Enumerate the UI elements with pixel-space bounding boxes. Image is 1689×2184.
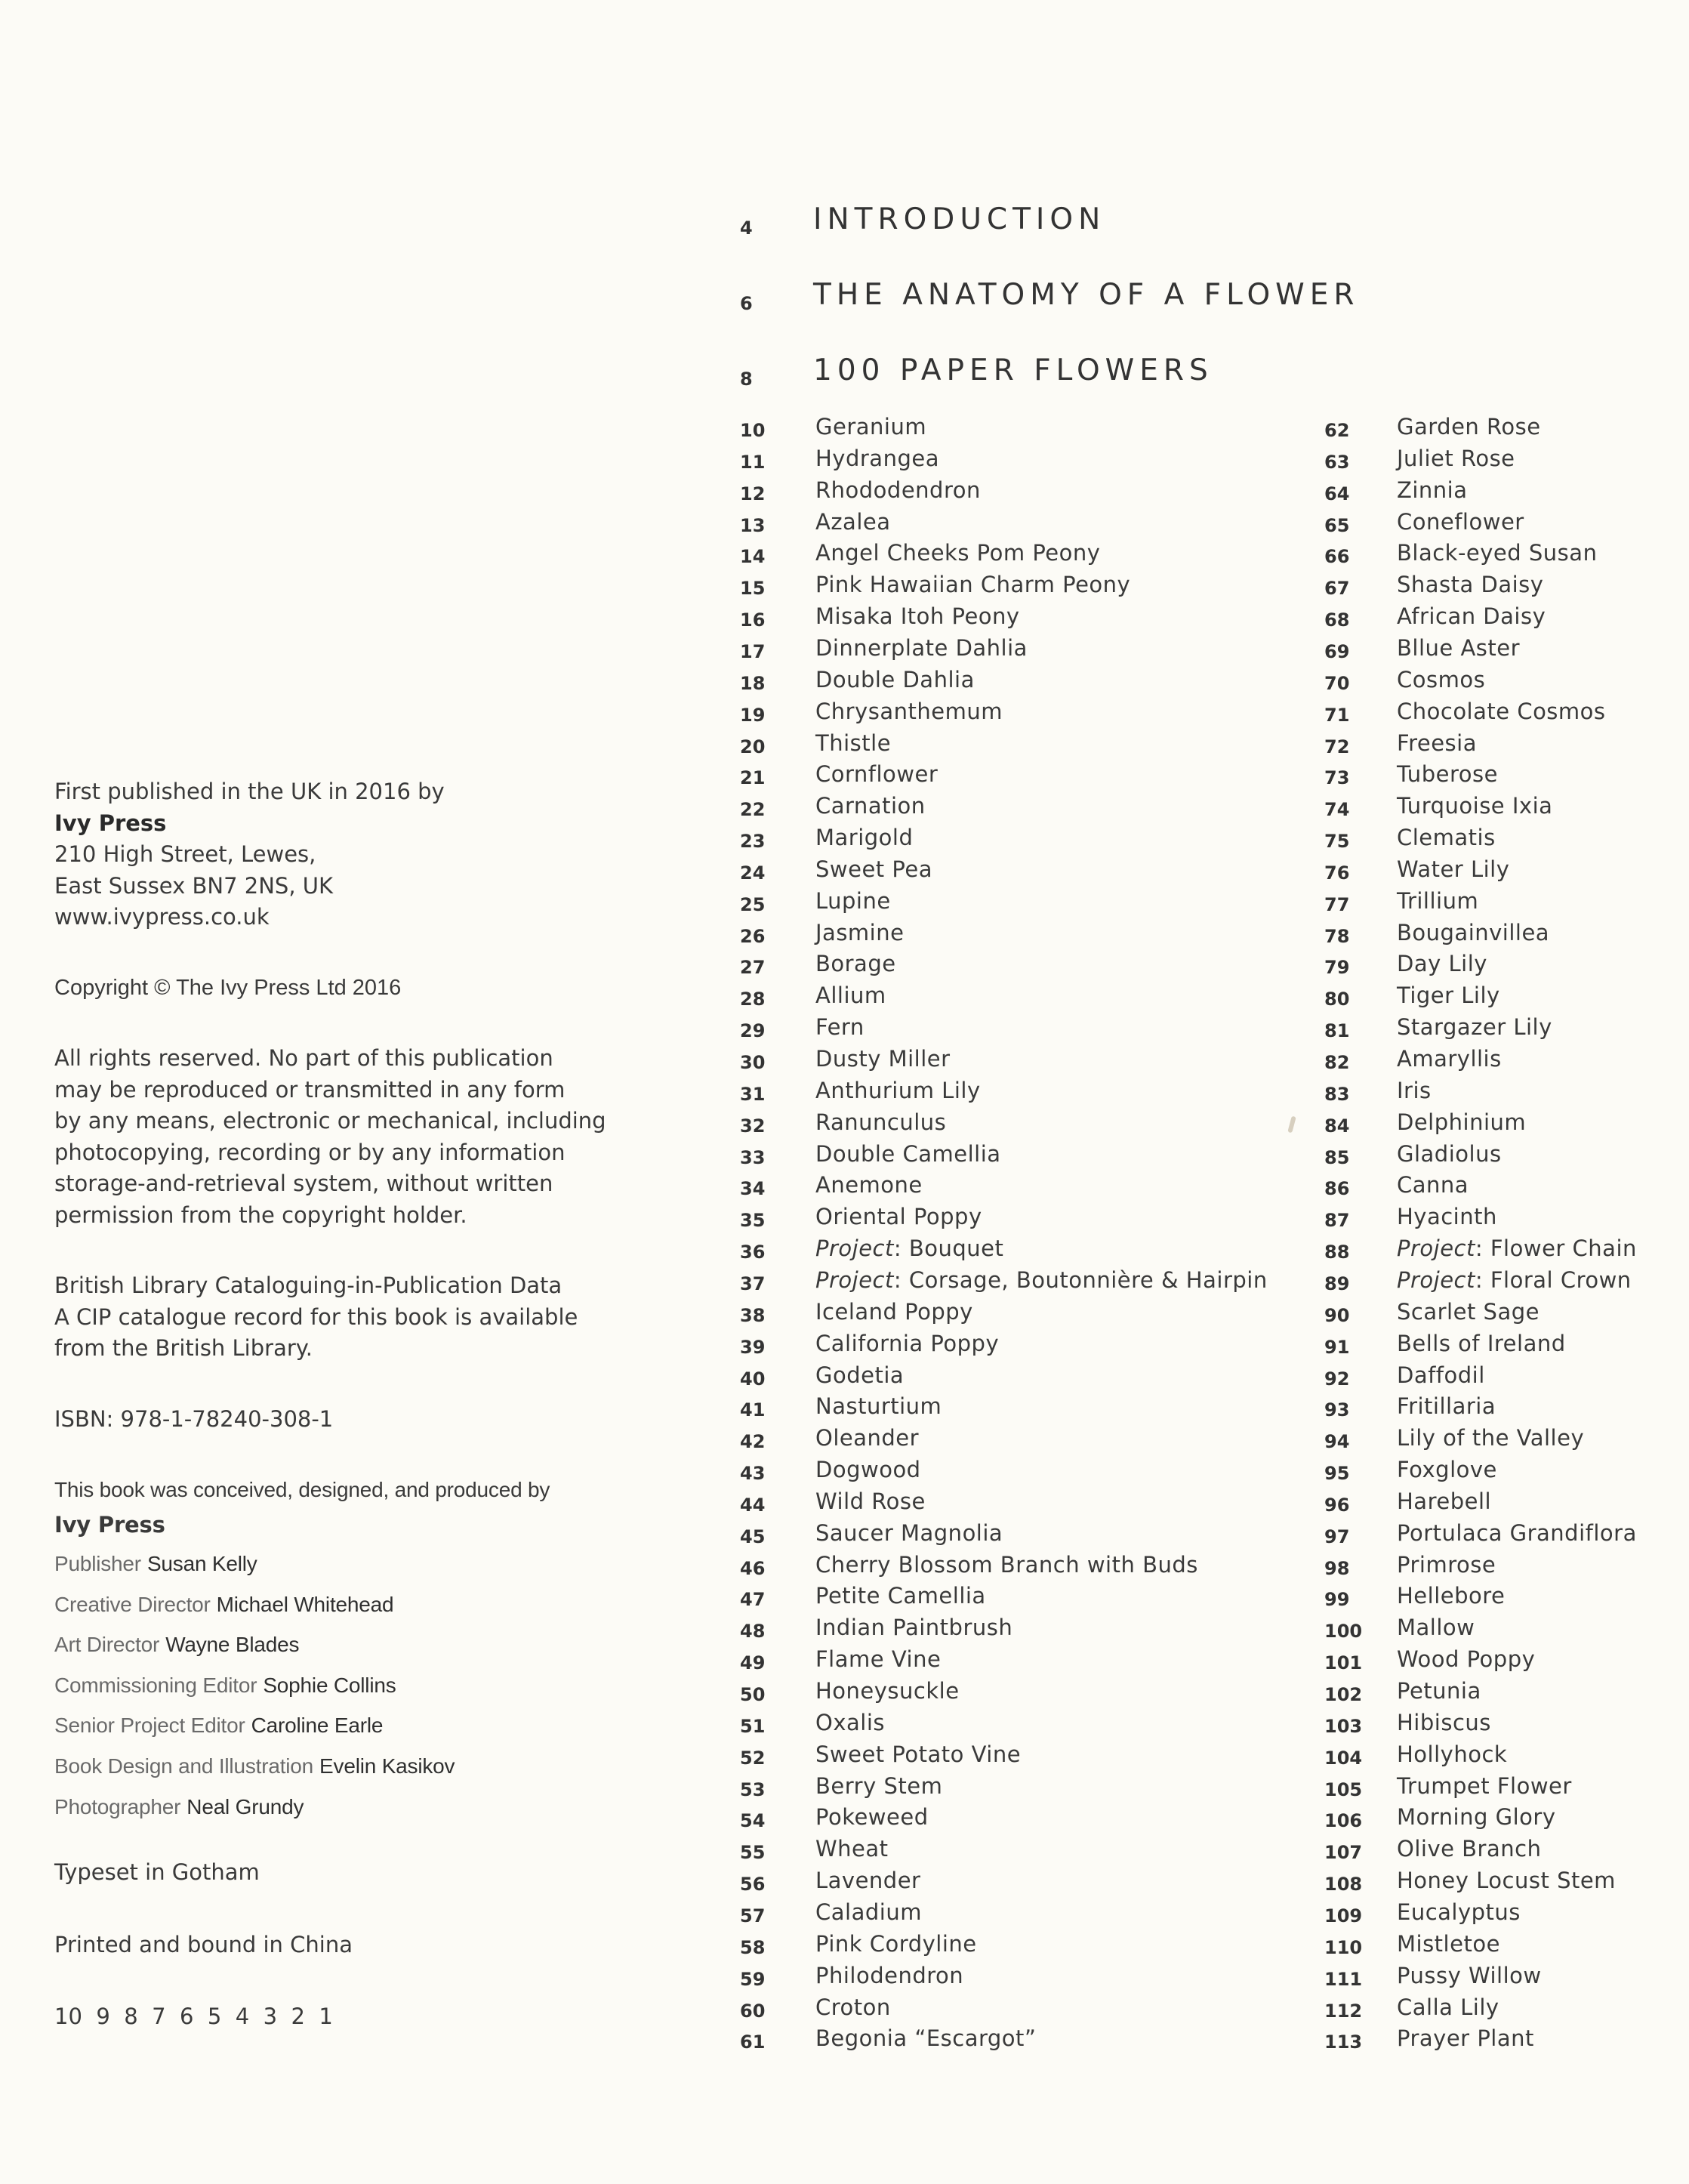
toc-entry-title: Dogwood bbox=[815, 1457, 921, 1483]
toc-page-number: 58 bbox=[740, 1936, 766, 1958]
toc-page-number: 56 bbox=[740, 1874, 766, 1896]
toc-entry-title: Hibiscus bbox=[1397, 1709, 1491, 1735]
toc-entry-title: Shasta Daisy bbox=[1397, 572, 1544, 598]
toc-page-number: 35 bbox=[740, 1210, 766, 1232]
toc-entry-title: Hyacinth bbox=[1397, 1204, 1497, 1230]
toc-entry-title: Foxglove bbox=[1397, 1457, 1497, 1483]
toc-entry-title: Eucalyptus bbox=[1397, 1899, 1521, 1925]
toc-entry-title: Coneflower bbox=[1397, 508, 1524, 535]
toc-entry-title: Calla Lily bbox=[1397, 1994, 1499, 2020]
address-line-2: East Sussex BN7 2NS, UK bbox=[54, 872, 333, 899]
toc-page-number: 104 bbox=[1324, 1747, 1363, 1769]
toc-page-number: 71 bbox=[1324, 704, 1350, 726]
project-title: : Floral Crown bbox=[1475, 1266, 1632, 1293]
toc-entry-title: Petite Camellia bbox=[815, 1583, 986, 1609]
credit-name: Susan Kelly bbox=[146, 1552, 257, 1575]
toc-entry-title: Dusty Miller bbox=[815, 1046, 951, 1072]
credit-row bbox=[54, 1705, 658, 1746]
toc-page-number: 82 bbox=[1324, 1052, 1350, 1073]
section-title: INTRODUCTION bbox=[813, 202, 1106, 236]
cip-line: British Library Cataloguing-in-Publication Data bbox=[54, 1272, 562, 1298]
toc-entry-title: Amaryllis bbox=[1397, 1046, 1502, 1072]
toc-entry-title: Cosmos bbox=[1397, 666, 1486, 693]
toc-entry-title: Anthurium Lily bbox=[815, 1077, 981, 1103]
toc-page-number: 54 bbox=[740, 1810, 766, 1832]
toc-page-number: 21 bbox=[740, 767, 766, 789]
copyright-line: Copyright © The Ivy Press Ltd 2016 bbox=[54, 975, 402, 1000]
toc-entry-title bbox=[815, 1235, 1003, 1261]
toc-page-number: 23 bbox=[740, 831, 766, 853]
credit-role: Photographer bbox=[54, 1794, 181, 1818]
toc-entry-title: Tuberose bbox=[1397, 761, 1498, 788]
toc-entry-title: Wood Poppy bbox=[1397, 1646, 1536, 1673]
toc-entry-title: Sweet Potato Vine bbox=[815, 1741, 1022, 1767]
credit-role: Commissioning Editor bbox=[54, 1673, 257, 1697]
toc-page-number: 80 bbox=[1324, 989, 1350, 1010]
toc-entry-title: Bells of Ireland bbox=[1397, 1330, 1566, 1356]
toc-page-number: 72 bbox=[1324, 736, 1350, 757]
toc-entry-title: Canna bbox=[1397, 1172, 1469, 1198]
toc-entry-title: African Daisy bbox=[1397, 603, 1546, 630]
toc-page-number: 75 bbox=[1324, 831, 1350, 853]
toc-entry-title: Juliet Rose bbox=[1397, 445, 1515, 471]
toc-page-number: 90 bbox=[1324, 1304, 1350, 1326]
isbn: ISBN: 978-1-78240-308-1 bbox=[54, 1405, 334, 1432]
toc-entry-title bbox=[1397, 1267, 1632, 1293]
toc-page-number: 79 bbox=[1324, 957, 1350, 979]
toc-entry-title: Anemone bbox=[815, 1172, 923, 1198]
toc-page-number: 107 bbox=[1324, 1842, 1363, 1864]
toc-page-number: 61 bbox=[740, 2031, 766, 2053]
toc-entry-title: Gladiolus bbox=[1397, 1140, 1502, 1167]
toc-entry-title: Oxalis bbox=[815, 1709, 885, 1735]
spacer bbox=[54, 1960, 658, 2001]
spacer bbox=[54, 1365, 658, 1404]
toc-page-number: 55 bbox=[740, 1842, 766, 1864]
toc-entry-title: Fritillaria bbox=[1397, 1393, 1496, 1420]
toc-entry-title: Pink Cordyline bbox=[815, 1930, 977, 1957]
toc-entry-title: Stargazer Lily bbox=[1397, 1014, 1552, 1041]
credit-name: Michael Whitehead bbox=[216, 1592, 394, 1616]
toc-page-number: 42 bbox=[740, 1431, 766, 1453]
toc-entry-title: Day Lily bbox=[1397, 951, 1487, 977]
toc-page-number: 13 bbox=[740, 514, 766, 536]
imprint-block bbox=[54, 776, 658, 2033]
toc-page-number: 73 bbox=[1324, 767, 1350, 789]
credit-role: Book Design and Illustration bbox=[54, 1754, 314, 1778]
toc-page-number: 113 bbox=[1324, 2031, 1363, 2053]
toc-page-number: 53 bbox=[740, 1778, 766, 1800]
toc-page-number: 62 bbox=[1324, 420, 1350, 441]
credit-name: Evelin Kasikov bbox=[319, 1754, 455, 1778]
credit-role: Senior Project Editor bbox=[54, 1714, 245, 1738]
toc-entry-title: Lavender bbox=[815, 1868, 921, 1894]
toc-page-number: 20 bbox=[740, 736, 766, 757]
toc-page-number: 94 bbox=[1324, 1431, 1350, 1453]
toc-page-number: 51 bbox=[740, 1715, 766, 1737]
toc-page-number: 31 bbox=[740, 1083, 766, 1105]
toc-page-number: 25 bbox=[740, 893, 766, 915]
section-page-number: 8 bbox=[740, 369, 753, 390]
spacer bbox=[54, 1435, 658, 1474]
toc-entry-title: Wheat bbox=[815, 1836, 889, 1862]
toc-page-number: 27 bbox=[740, 957, 766, 979]
toc-page-number: 95 bbox=[1324, 1463, 1350, 1485]
toc-entry-title: Delphinium bbox=[1397, 1109, 1527, 1135]
toc-page-number: 86 bbox=[1324, 1178, 1350, 1200]
credit-name: Neal Grundy bbox=[186, 1794, 304, 1818]
credit-row bbox=[54, 1746, 658, 1787]
toc-page-number: 11 bbox=[740, 451, 766, 473]
toc-entry-title: Double Dahlia bbox=[815, 666, 975, 693]
typeset-line: Typeset in Gotham bbox=[54, 1859, 260, 1886]
cip-line: from the British Library. bbox=[54, 1335, 313, 1361]
credit-row bbox=[54, 1624, 658, 1665]
toc-page-number: 64 bbox=[1324, 483, 1350, 504]
toc-entry-title: Prayer Plant bbox=[1397, 2025, 1534, 2052]
project-label: Project bbox=[815, 1235, 894, 1262]
toc-page-number: 100 bbox=[1324, 1621, 1363, 1643]
project-label: Project bbox=[1397, 1235, 1475, 1262]
toc-entry-title: Lily of the Valley bbox=[1397, 1425, 1585, 1451]
project-label: Project bbox=[815, 1266, 894, 1293]
project-title: : Corsage, Boutonnière & Hairpin bbox=[893, 1266, 1268, 1293]
rights-line: may be reproduced or transmitted in any form bbox=[54, 1076, 566, 1103]
toc-page-number: 109 bbox=[1324, 1905, 1363, 1926]
toc-page-number: 45 bbox=[740, 1525, 766, 1547]
toc-page-number: 88 bbox=[1324, 1242, 1350, 1263]
project-title: : Bouquet bbox=[893, 1235, 1004, 1262]
printed-line: Printed and bound in China bbox=[54, 1931, 353, 1957]
credit-row bbox=[54, 1584, 658, 1625]
toc-entry-title: Clematis bbox=[1397, 825, 1496, 851]
paper-speck bbox=[1287, 1116, 1296, 1134]
toc-entry-title bbox=[815, 1267, 1268, 1293]
toc-entry-title: Croton bbox=[815, 1994, 891, 2020]
toc-entry-title: Mistletoe bbox=[1397, 1930, 1500, 1957]
toc-page-number: 103 bbox=[1324, 1715, 1363, 1737]
toc-page-number: 48 bbox=[740, 1621, 766, 1643]
toc-entry-title: Chrysanthemum bbox=[815, 698, 1003, 724]
toc-entry-title: Oleander bbox=[815, 1425, 920, 1451]
toc-page-number: 106 bbox=[1324, 1810, 1363, 1832]
toc-page-number: 22 bbox=[740, 799, 766, 821]
toc-entry-title: Black-eyed Susan bbox=[1397, 540, 1598, 566]
toc-entry-title: Oriental Poppy bbox=[815, 1204, 982, 1230]
toc-page-number: 16 bbox=[740, 609, 766, 631]
toc-entry-title: Honey Locust Stem bbox=[1397, 1868, 1616, 1894]
credit-name: Caroline Earle bbox=[251, 1714, 384, 1738]
toc-page-number: 111 bbox=[1324, 1968, 1363, 1990]
rights-line: All rights reserved. No part of this publication bbox=[54, 1045, 553, 1071]
toc-page-number: 83 bbox=[1324, 1083, 1350, 1105]
credit-row bbox=[54, 1665, 658, 1706]
toc-page-number: 93 bbox=[1324, 1399, 1350, 1421]
toc-entry-title: Iceland Poppy bbox=[815, 1298, 973, 1325]
rights-line: storage-and-retrieval system, without written bbox=[54, 1171, 553, 1196]
toc-page-number: 67 bbox=[1324, 578, 1350, 600]
toc-page-number: 29 bbox=[740, 1020, 766, 1042]
address-line-1: 210 High Street, Lewes, bbox=[54, 841, 316, 867]
toc-page-number: 89 bbox=[1324, 1272, 1350, 1294]
toc-page-number: 92 bbox=[1324, 1368, 1350, 1390]
toc-page-number: 70 bbox=[1324, 672, 1350, 694]
toc-page-number: 34 bbox=[740, 1178, 766, 1200]
toc-entry-title: Honeysuckle bbox=[815, 1678, 960, 1704]
toc-entry-title: Pokeweed bbox=[815, 1804, 929, 1831]
toc-entry-title: Primrose bbox=[1397, 1551, 1496, 1578]
toc-entry-title: Wild Rose bbox=[815, 1488, 926, 1514]
toc-entry-title: California Poppy bbox=[815, 1330, 1000, 1356]
toc-page-number: 98 bbox=[1324, 1557, 1350, 1579]
cip-line: A CIP catalogue record for this book is available bbox=[54, 1303, 578, 1330]
toc-page-number: 63 bbox=[1324, 451, 1350, 473]
toc-page-number: 101 bbox=[1324, 1652, 1363, 1674]
toc-page-number: 110 bbox=[1324, 1936, 1363, 1958]
toc-page-number: 39 bbox=[740, 1336, 766, 1358]
toc-entry-title: Thistle bbox=[815, 730, 892, 756]
toc-entry-title: Borage bbox=[815, 951, 896, 977]
toc-page-number: 10 bbox=[740, 420, 766, 441]
toc-entry-title: Daffodil bbox=[1397, 1362, 1485, 1388]
project-label: Project bbox=[1397, 1266, 1475, 1293]
toc-entry-title: Zinnia bbox=[1397, 477, 1468, 503]
toc-page-number: 14 bbox=[740, 546, 766, 568]
toc-page-number: 69 bbox=[1324, 640, 1350, 662]
toc-page-number: 43 bbox=[740, 1463, 766, 1485]
toc-page-number: 60 bbox=[740, 2000, 766, 2022]
toc-page-number: 102 bbox=[1324, 1684, 1363, 1705]
credit-name: Wayne Blades bbox=[165, 1633, 300, 1657]
toc-entry-title: Morning Glory bbox=[1397, 1804, 1556, 1831]
credit-role: Creative Director bbox=[54, 1592, 211, 1616]
rights-line: permission from the copyright holder. bbox=[54, 1202, 467, 1228]
toc-page-number: 44 bbox=[740, 1494, 766, 1516]
toc-page-number: 74 bbox=[1324, 799, 1350, 821]
toc-page-number: 76 bbox=[1324, 862, 1350, 884]
toc-page-number: 97 bbox=[1324, 1525, 1350, 1547]
toc-page-number: 59 bbox=[740, 1968, 766, 1990]
spacer bbox=[54, 933, 658, 973]
toc-entry-title: Godetia bbox=[815, 1362, 905, 1388]
toc-entry-title: Allium bbox=[815, 982, 886, 1009]
first-published-line: First published in the UK in 2016 by bbox=[54, 779, 445, 804]
toc-page-number: 112 bbox=[1324, 2000, 1363, 2022]
toc-entry-title: Sweet Pea bbox=[815, 856, 932, 882]
toc-page-number: 87 bbox=[1324, 1210, 1350, 1232]
spacer bbox=[54, 1827, 658, 1857]
toc-entry-title: Portulaca Grandiflora bbox=[1397, 1519, 1637, 1546]
toc-entry-title: Lupine bbox=[815, 887, 891, 914]
toc-entry-title: Tiger Lily bbox=[1397, 982, 1500, 1009]
toc-entry-title: Hydrangea bbox=[815, 445, 939, 471]
toc-page-number: 33 bbox=[740, 1146, 766, 1168]
toc-entry-title: Jasmine bbox=[815, 919, 905, 945]
toc-page-number: 17 bbox=[740, 640, 766, 662]
toc-entry-title: Chocolate Cosmos bbox=[1397, 698, 1606, 724]
toc-entry-title: Dinnerplate Dahlia bbox=[815, 634, 1028, 661]
toc-entry-title: Misaka Itoh Peony bbox=[815, 603, 1020, 630]
toc-page-number: 84 bbox=[1324, 1115, 1350, 1137]
publisher-name: Ivy Press bbox=[54, 810, 167, 836]
toc-entry-title: Petunia bbox=[1397, 1678, 1481, 1704]
toc-page-number: 36 bbox=[740, 1242, 766, 1263]
toc-page-number: 32 bbox=[740, 1115, 766, 1137]
toc-page-number: 28 bbox=[740, 989, 766, 1010]
spacer bbox=[54, 1889, 658, 1930]
toc-page-number: 12 bbox=[740, 483, 766, 504]
toc-entry-title: Flame Vine bbox=[815, 1646, 942, 1673]
toc-page-number: 96 bbox=[1324, 1494, 1350, 1516]
toc-page-number: 68 bbox=[1324, 609, 1350, 631]
toc-page-number: 65 bbox=[1324, 514, 1350, 536]
credits-block bbox=[54, 1474, 658, 1827]
toc-entry-title: Trumpet Flower bbox=[1397, 1772, 1572, 1799]
toc-page-number: 30 bbox=[740, 1052, 766, 1073]
website: www.ivypress.co.uk bbox=[54, 904, 270, 930]
toc-page-number: 40 bbox=[740, 1368, 766, 1390]
toc-entry-title: Cornflower bbox=[815, 761, 939, 788]
toc-entry-title: Harebell bbox=[1397, 1488, 1492, 1514]
toc-page-number: 49 bbox=[740, 1652, 766, 1674]
toc-entry-title bbox=[1397, 1235, 1637, 1261]
toc-entry-title: Azalea bbox=[815, 508, 891, 535]
toc-entry-title: Olive Branch bbox=[1397, 1836, 1542, 1862]
toc-entry-title: Garden Rose bbox=[1397, 414, 1541, 440]
toc-entry-title: Pussy Willow bbox=[1397, 1962, 1542, 1988]
toc-page-number: 50 bbox=[740, 1684, 766, 1705]
toc-page-number: 18 bbox=[740, 672, 766, 694]
toc-page-number: 38 bbox=[740, 1304, 766, 1326]
credit-name: Sophie Collins bbox=[263, 1673, 396, 1697]
credit-row bbox=[54, 1544, 658, 1584]
toc-page-number: 57 bbox=[740, 1905, 766, 1926]
toc-entry-title: Ranunculus bbox=[815, 1109, 947, 1135]
toc-entry-title: Philodendron bbox=[815, 1962, 964, 1988]
toc-entry-title: Bougainvillea bbox=[1397, 919, 1550, 945]
print-line-numbers: 10 9 8 7 6 5 4 3 2 1 bbox=[54, 2004, 333, 2030]
rights-line: by any means, electronic or mechanical, including bbox=[54, 1108, 606, 1134]
toc-entry-title: Angel Cheeks Pom Peony bbox=[815, 540, 1101, 566]
toc-entry-title: Fern bbox=[815, 1014, 865, 1041]
toc-page-number: 37 bbox=[740, 1272, 766, 1294]
toc-entry-title: Scarlet Sage bbox=[1397, 1298, 1540, 1325]
toc-entry-title: Begonia “Escargot” bbox=[815, 2025, 1037, 2052]
section-page-number: 6 bbox=[740, 293, 753, 314]
toc-entry-title: Cherry Blossom Branch with Buds bbox=[815, 1551, 1198, 1578]
toc-entry-title: Indian Paintbrush bbox=[815, 1615, 1013, 1641]
toc-entry-title: Bllue Aster bbox=[1397, 634, 1521, 661]
toc-page-number: 108 bbox=[1324, 1874, 1363, 1896]
toc-entry-title: Nasturtium bbox=[815, 1393, 942, 1420]
toc-entry-title: Carnation bbox=[815, 793, 926, 819]
toc-page-number: 99 bbox=[1324, 1589, 1350, 1611]
toc-entry-title: Iris bbox=[1397, 1077, 1432, 1103]
toc-entry-title: Marigold bbox=[815, 825, 914, 851]
toc-entry-title: Geranium bbox=[815, 414, 927, 440]
section-title: THE ANATOMY OF A FLOWER bbox=[813, 278, 1360, 312]
toc-entry-title: Hollyhock bbox=[1397, 1741, 1508, 1767]
toc-entry-title: Turquoise Ixia bbox=[1397, 793, 1553, 819]
toc-page-number: 91 bbox=[1324, 1336, 1350, 1358]
section-title: 100 PAPER FLOWERS bbox=[813, 353, 1213, 387]
toc-page-number: 52 bbox=[740, 1747, 766, 1769]
toc-page-number: 81 bbox=[1324, 1020, 1350, 1042]
toc-entry-title: Trillium bbox=[1397, 887, 1479, 914]
toc-page-number: 26 bbox=[740, 925, 766, 947]
toc-entry-title: Rhododendron bbox=[815, 477, 981, 503]
toc-entry-title: Hellebore bbox=[1397, 1583, 1506, 1609]
toc-page-number: 66 bbox=[1324, 546, 1350, 568]
toc-page-number: 47 bbox=[740, 1589, 766, 1611]
toc-entry-title: Freesia bbox=[1397, 730, 1477, 756]
toc-page-number: 105 bbox=[1324, 1778, 1363, 1800]
toc-page-number: 19 bbox=[740, 704, 766, 726]
toc-page-number: 41 bbox=[740, 1399, 766, 1421]
toc-entry-title: Caladium bbox=[815, 1899, 922, 1925]
section-page-number: 4 bbox=[740, 217, 753, 239]
toc-page-number: 15 bbox=[740, 578, 766, 600]
credit-row bbox=[54, 1787, 658, 1828]
toc-page-number: 24 bbox=[740, 862, 766, 884]
project-title: : Flower Chain bbox=[1475, 1235, 1637, 1262]
toc-entry-title: Water Lily bbox=[1397, 856, 1510, 882]
toc-page-number: 85 bbox=[1324, 1146, 1350, 1168]
toc-entry-title: Double Camellia bbox=[815, 1140, 1001, 1167]
credit-role: Publisher bbox=[54, 1552, 141, 1575]
toc-page-number: 46 bbox=[740, 1557, 766, 1579]
spacer bbox=[54, 1231, 658, 1270]
toc-entry-title: Mallow bbox=[1397, 1615, 1475, 1641]
rights-line: photocopying, recording or by any information bbox=[54, 1139, 566, 1165]
toc-entry-title: Saucer Magnolia bbox=[815, 1519, 1003, 1546]
toc-page-number: 78 bbox=[1324, 925, 1350, 947]
toc-entry-title: Pink Hawaiian Charm Peony bbox=[815, 572, 1131, 598]
produced-by-line: This book was conceived, designed, and produced by bbox=[54, 1478, 550, 1501]
toc-page-number: 77 bbox=[1324, 893, 1350, 915]
press-name: Ivy Press bbox=[54, 1512, 165, 1538]
spacer bbox=[54, 1004, 658, 1043]
toc-entry-title: Berry Stem bbox=[815, 1772, 943, 1799]
credit-role: Art Director bbox=[54, 1633, 160, 1657]
